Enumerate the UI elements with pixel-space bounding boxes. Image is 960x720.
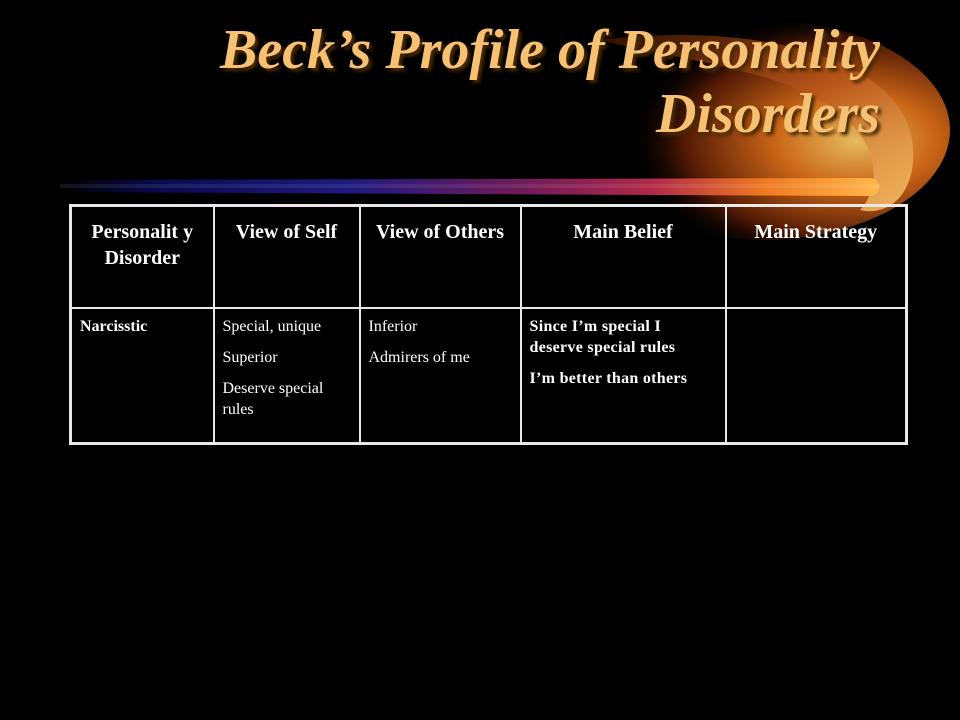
cell-view-of-others bbox=[360, 308, 521, 444]
main-belief-item: Since I’m special I deserve special rules bbox=[529, 318, 676, 356]
table-header-row bbox=[71, 206, 907, 309]
header-main-strategy: Main Strategy bbox=[726, 206, 907, 309]
cell-disorder bbox=[71, 308, 214, 444]
cell-main-strategy bbox=[726, 308, 907, 444]
main-belief-item: I’m better than others bbox=[529, 370, 688, 387]
header-main-belief: Main Belief bbox=[521, 206, 726, 309]
view-of-others-item: Admirers of me bbox=[368, 349, 470, 366]
disorder-name: Narcisstic bbox=[80, 318, 148, 335]
personality-table bbox=[69, 204, 908, 445]
slide-title: Beck’s Profile of Personality Disorders bbox=[220, 19, 880, 145]
table-row bbox=[71, 308, 907, 444]
header-view-of-self: View of Self bbox=[214, 206, 360, 309]
cell-main-belief bbox=[521, 308, 726, 444]
header-view-of-others: View of Others bbox=[360, 206, 521, 309]
header-personality-disorder: Personalit y Disorder bbox=[71, 206, 214, 309]
cell-view-of-self bbox=[214, 308, 360, 444]
personality-table-container bbox=[69, 204, 905, 445]
view-of-others-item: Inferior bbox=[368, 318, 418, 335]
view-of-self-item: Special, unique bbox=[222, 318, 322, 335]
view-of-self-item: Superior bbox=[222, 349, 278, 366]
view-of-self-item: Deserve special rules bbox=[222, 380, 324, 418]
